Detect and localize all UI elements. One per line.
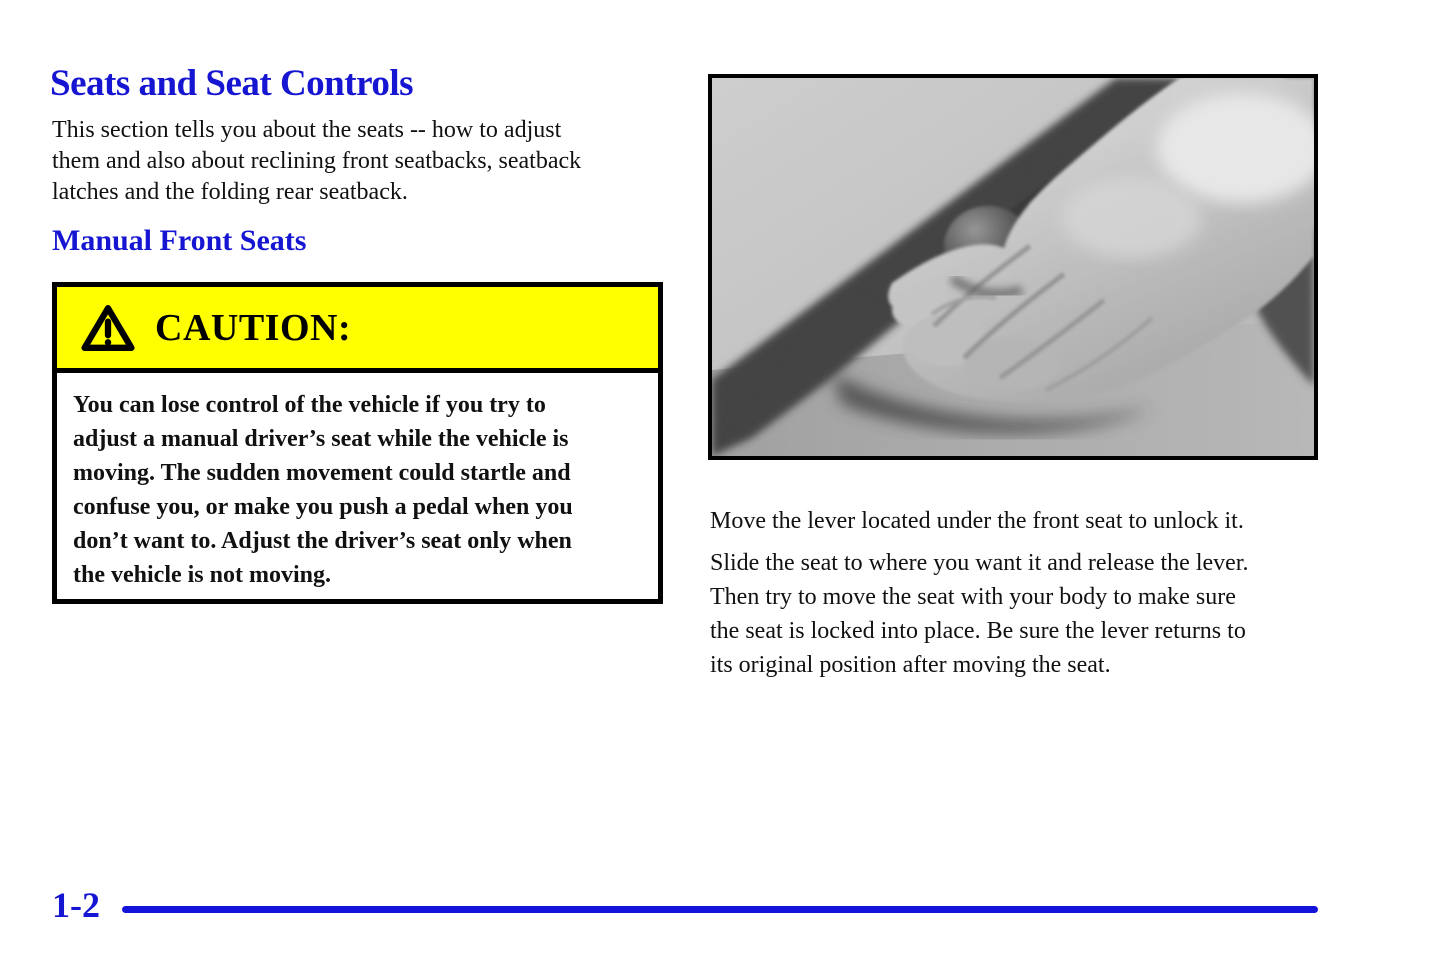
photo-grain-texture: [712, 78, 1314, 456]
seat-lever-photo: [712, 78, 1314, 456]
figure-seat-lever: [708, 74, 1318, 460]
caution-line: moving. The sudden movement could startle and: [73, 460, 571, 486]
caution-line: adjust a manual driver’s seat while the vehicle is: [73, 426, 569, 452]
instruction-line: its original position after moving the seat.: [710, 652, 1111, 678]
page-number: 1-2: [52, 885, 100, 925]
caution-line: don’t want to. Adjust the driver’s seat only when: [73, 528, 572, 554]
instruction-line: Slide the seat to where you want it and release the lever.: [710, 550, 1249, 576]
caution-line: confuse you, or make you push a pedal when you: [73, 494, 573, 520]
intro-line: latches and the folding rear seatback.: [52, 179, 408, 205]
caution-line: You can lose control of the vehicle if you try to: [73, 392, 546, 418]
intro-line: them and also about reclining front seatbacks, seatback: [52, 148, 582, 174]
intro-paragraph: [52, 115, 581, 208]
instruction-line: the seat is locked into place. Be sure the lever returns to: [710, 618, 1246, 644]
caution-label: CAUTION:: [155, 306, 352, 349]
warning-triangle-icon: [81, 303, 135, 353]
caution-box: [52, 282, 663, 604]
intro-line: This section tells you about the seats -- how to adjust: [52, 117, 562, 143]
instruction-paragraph-1: [710, 504, 1244, 538]
caution-line: the vehicle is not moving.: [73, 562, 331, 588]
instruction-line: Then try to move the seat with your body to make sure: [710, 584, 1236, 610]
page-title: Seats and Seat Controls: [50, 63, 413, 104]
caution-header: [57, 287, 658, 373]
instruction-line: Move the lever located under the front seat to unlock it.: [710, 508, 1244, 534]
caution-body: [57, 373, 658, 592]
section-heading: Manual Front Seats: [52, 224, 307, 257]
instruction-paragraph-2: [710, 546, 1248, 682]
footer-rule: [122, 906, 1318, 913]
